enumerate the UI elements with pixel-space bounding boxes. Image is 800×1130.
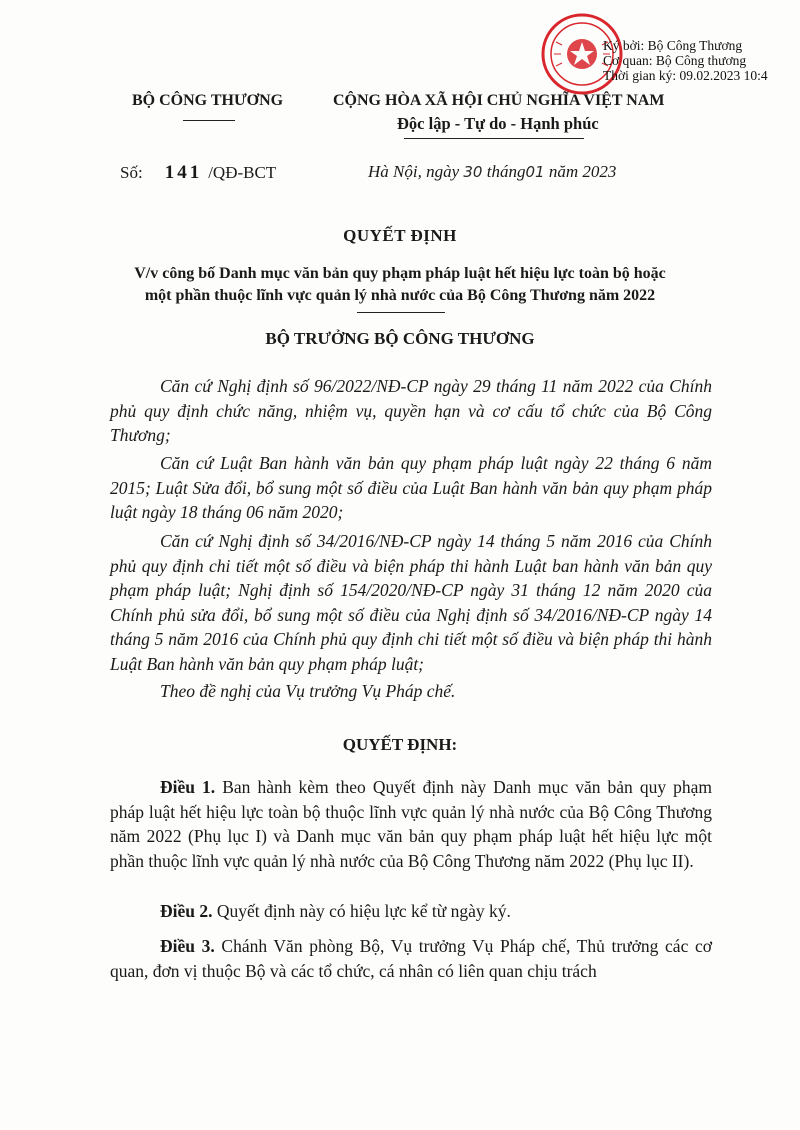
motto-underline	[404, 138, 584, 139]
article-label: Điều 2.	[160, 901, 213, 921]
article-label: Điều 1.	[160, 777, 216, 797]
date-month: 01	[525, 163, 545, 181]
document-subject	[0, 263, 800, 307]
signature-agency: Cơ quan: Bộ Công thương	[603, 53, 747, 68]
preamble-paragraph: Căn cứ Nghị định số 34/2016/NĐ-CP ngày 14 tháng 5 năm 2016 của Chính phủ quy định chi tiết một số điều và biện pháp thi hành Luật ban hành văn bản quy phạm pháp luật; Nghị định số 154/2020/NĐ-CP ngày 31 tháng 12 năm 2020 của Chính phủ sửa đổi, bổ sung một số điều của Nghị định số 34/2016/NĐ-CP ngày 14 tháng 5 năm 2016 của Chính phủ quy định chi tiết một số điều và biện pháp thi hành Luật Ban hành văn bản quy phạm pháp luật;	[110, 531, 712, 674]
preamble-paragraph: Căn cứ Luật Ban hành văn bản quy phạm pháp luật ngày 22 tháng 6 năm 2015; Luật Sửa đổi, bổ sung một số điều của Luật Ban hành văn bản quy phạm pháp luật ngày 18 tháng 06 năm 2020;	[110, 453, 712, 522]
article-text: Quyết định này có hiệu lực kể từ ngày ký.	[216, 901, 511, 921]
preamble-paragraph: Theo đề nghị của Vụ trưởng Vụ Pháp chế.	[160, 681, 456, 701]
date-day: 30	[463, 163, 483, 181]
document-number	[120, 162, 276, 184]
article-text: Chánh Văn phòng Bộ, Vụ trưởng Vụ Pháp chế, Thủ trưởng các cơ quan, đơn vị thuộc Bộ và các tổ chức, cá nhân có liên quan chịu trách	[110, 936, 713, 981]
subject-underline	[357, 312, 445, 313]
article-label: Điều 3.	[160, 936, 215, 956]
ministry-name: BỘ CÔNG THƯƠNG	[132, 92, 284, 109]
ministry-underline	[183, 120, 235, 121]
issuing-authority: BỘ TRƯỞNG BỘ CÔNG THƯƠNG	[265, 329, 535, 348]
issue-date	[368, 162, 616, 182]
document-title: QUYẾT ĐỊNH	[343, 226, 457, 245]
subject-line-2: một phần thuộc lĩnh vực quản lý nhà nước của Bộ Công Thương năm 2022	[144, 287, 656, 304]
article-2	[110, 899, 712, 924]
number-value: 141	[164, 162, 203, 183]
decision-heading: QUYẾT ĐỊNH:	[342, 735, 458, 754]
national-motto: Độc lập - Tự do - Hạnh phúc	[397, 114, 599, 133]
republic-name: CỘNG HÒA XÃ HỘI CHỦ NGHĨA VIỆT NAM	[333, 92, 665, 109]
number-label: Số:	[120, 163, 143, 182]
date-year: năm 2023	[548, 162, 617, 181]
signature-signed-by: Ký bởi: Bộ Công Thương	[603, 38, 743, 53]
number-suffix: /QĐ-BCT	[208, 163, 277, 182]
signature-time: Thời gian ký: 09.02.2023 10:4	[603, 68, 768, 83]
article-1	[110, 775, 712, 873]
article-text: Ban hành kèm theo Quyết định này Danh mục văn bản quy phạm pháp luật hết hiệu lực toàn bộ thuộc lĩnh vực quản lý nhà nước của Bộ Công Thương năm 2022 (Phụ lục I) và Danh mục văn bản quy phạm pháp luật hết hiệu lực một phần thuộc lĩnh vực quản lý nhà nước của Bộ Công Thương năm 2022 (Phụ lục II).	[110, 777, 713, 871]
preamble-paragraph: Căn cứ Nghị định số 96/2022/NĐ-CP ngày 29 tháng 11 năm 2022 của Chính phủ quy định chức năng, nhiệm vụ, quyền hạn và cơ cấu tổ chức của Bộ Công Thương;	[110, 376, 712, 445]
date-prefix: Hà Nội, ngày	[368, 162, 460, 181]
digital-signature-block	[603, 38, 768, 83]
date-month-label: tháng	[486, 162, 526, 181]
article-3	[110, 934, 712, 983]
subject-line-1: V/v công bố Danh mục văn bản quy phạm pháp luật hết hiệu lực toàn bộ hoặc	[134, 265, 666, 282]
